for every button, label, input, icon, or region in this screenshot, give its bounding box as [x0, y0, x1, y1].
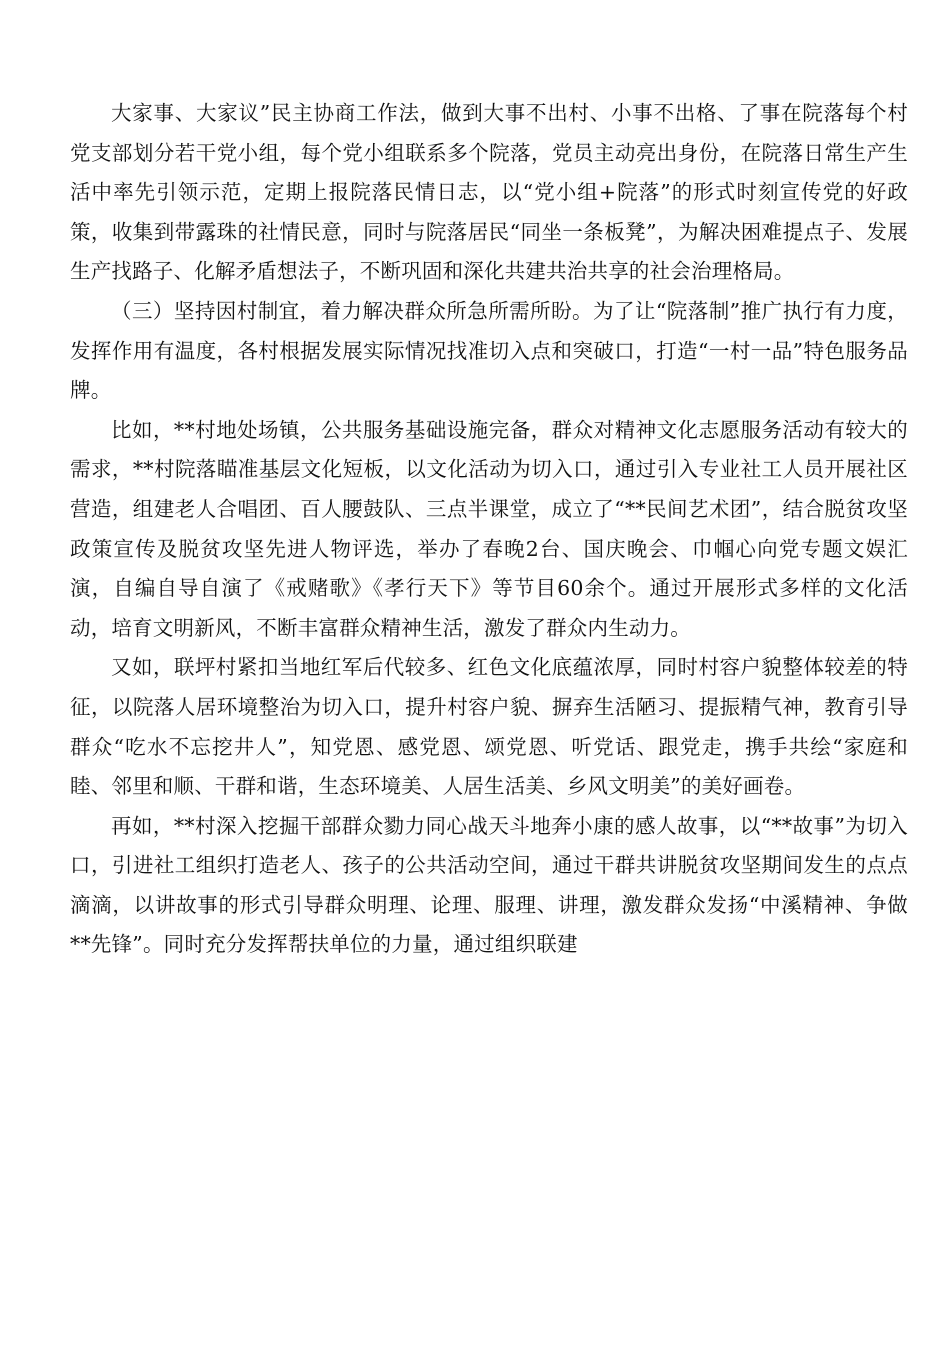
paragraph-2: （三）坚持因村制宜，着力解决群众所急所需所盼。为了让“院落制”推广执行有力度，发挥作用有温度，各村根据发展实际情况找准切入点和突破口，打造“一村一品”特色服务品牌。 [70, 298, 908, 403]
paragraph-4: 又如，联坪村紧扣当地红军后代较多、红色文化底蕴浓厚，同时村容户貌整体较差的特征，以院落人居环境整治为切入口，提升村容户貌、摒弃生活陋习、提振精气神，教育引导群众“吃水不忘挖井人”，知党恩、感党恩、颂党恩、听党话、跟党走，携手共绘“家庭和睦、邻里和顺、干群和谐，生态环境美、人居生活美、乡风文明美”的美好画卷。 [70, 655, 908, 799]
paragraph-1: 大家事、大家议”民主协商工作法，做到大事不出村、小事不出格、了事在院落每个村党支部划分若干党小组，每个党小组联系多个院落，党员主动亮出身份，在院落日常生产生活中率先引领示范，定期上报院落民情日志，以“党小组+院落”的形式时刻宣传党的好政策，收集到带露珠的社情民意，同时与院落居民“同坐一条板凳”，为解决困难提点子、发展生产找路子、化解矛盾想法子，不断巩固和深化共建共治共享的社会治理格局。 [70, 101, 908, 284]
paragraph-3: 比如，**村地处场镇，公共服务基础设施完备，群众对精神文化志愿服务活动有较大的需求，**村院落瞄准基层文化短板，以文化活动为切入口，通过引入专业社工人员开展社区营造，组建老人合唱团、百人腰鼓队、三点半课堂，成立了“**民间艺术团”，结合脱贫攻坚政策宣传及脱贫攻坚先进人物评选，举办了春晚2台、国庆晚会、巾帼心向党专题文娱汇演，自编自导自演了《戒赌歌》《孝行天下》等节目60余个。通过开展形式多样的文化活动，培育文明新风，不断丰富群众精神生活，激发了群众内生动力。 [70, 417, 908, 640]
paragraph-5: 再如，**村深入挖掘干部群众勠力同心战天斗地奔小康的感人故事，以“**故事”为切入口，引进社工组织打造老人、孩子的公共活动空间，通过干群共讲脱贫攻坚期间发生的点点滴滴，以讲故事的形式引导群众明理、论理、服理、讲理，激发群众发扬“中溪精神、争做**先锋”。同时充分发挥帮扶单位的力量，通过组织联建 [70, 813, 908, 957]
